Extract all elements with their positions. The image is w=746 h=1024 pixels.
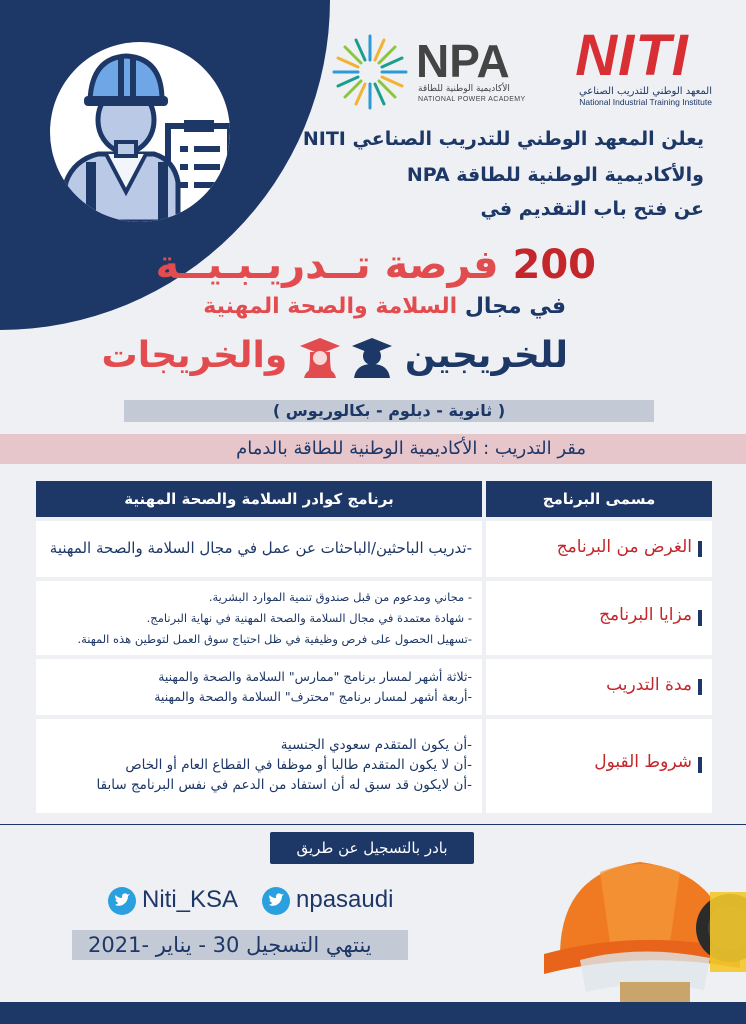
row-marker bbox=[698, 757, 702, 773]
footer-bar bbox=[0, 1002, 746, 1024]
row-line: -أن لايكون قد سبق له أن استفاد من الدعم في نفس البرنامج سابقا bbox=[96, 777, 472, 793]
safety-helmet-illustration bbox=[540, 832, 746, 1004]
row-body-purpose bbox=[36, 521, 482, 577]
row-line: -أن لا يكون المتقدم طالبا أو موظفا في القطاع العام أو الخاص bbox=[125, 757, 472, 773]
row-label-duration bbox=[486, 659, 712, 715]
male-graduate-icon bbox=[352, 336, 392, 378]
training-venue: مقر التدريب : الأكاديمية الوطنية للطاقة بالدمام bbox=[236, 438, 586, 459]
twitter-niti-link[interactable] bbox=[108, 886, 238, 915]
headline-number: 200 bbox=[512, 242, 596, 288]
twitter-icon bbox=[262, 887, 290, 915]
row-label-text: مزايا البرنامج bbox=[599, 605, 692, 625]
npa-logo-word: NPA bbox=[416, 35, 510, 87]
table-header-label: مسمى البرنامج bbox=[486, 481, 712, 517]
row-label-conditions bbox=[486, 719, 712, 813]
register-button[interactable]: بادر بالتسجيل عن طريق bbox=[270, 832, 474, 864]
row-line: -ثلاثة أشهر لمسار برنامج "ممارس" السلامة والصحة والمهنية bbox=[158, 669, 472, 684]
table-header-value: برنامج كوادر السلامة والصحة المهنية bbox=[36, 481, 482, 517]
npa-logo bbox=[330, 28, 540, 108]
field-name: السلامة والصحة المهنية bbox=[203, 294, 458, 319]
row-label-text: مدة التدريب bbox=[606, 675, 692, 695]
worker-illustration bbox=[50, 42, 230, 222]
npa-logo-english: NATIONAL POWER ACADEMY bbox=[418, 96, 526, 103]
announcement-line-2: والأكاديمية الوطنية للطاقة NPA bbox=[406, 164, 704, 186]
row-marker bbox=[698, 541, 702, 557]
row-body-benefits bbox=[36, 581, 482, 655]
row-line: -أربعة أشهر لمسار برنامج "محترف" السلامة والصحة والمهنية bbox=[154, 689, 472, 704]
twitter-npa-link[interactable] bbox=[262, 886, 393, 915]
row-body-conditions bbox=[36, 719, 482, 813]
row-marker bbox=[698, 679, 702, 695]
section-divider bbox=[0, 824, 746, 825]
twitter-npa-handle: npasaudi bbox=[296, 886, 394, 913]
row-marker bbox=[698, 610, 702, 626]
registration-deadline: ينتهي التسجيل 30 - يناير -2021 bbox=[88, 933, 372, 957]
field-line bbox=[203, 294, 566, 319]
row-line: - شهادة معتمدة في مجال السلامة والصحة المهنية في نهاية البرنامج. bbox=[146, 611, 472, 625]
twitter-icon bbox=[108, 887, 136, 915]
niti-logo-word: NITI bbox=[575, 23, 689, 88]
graduates-female: والخريجات bbox=[101, 335, 288, 376]
headline-text: فرصة تــدريـبـيــة bbox=[155, 242, 499, 288]
row-label-text: الغرض من البرنامج bbox=[556, 537, 692, 557]
graduates-male: للخريجين bbox=[404, 335, 568, 376]
female-graduate-icon bbox=[300, 336, 340, 378]
row-label-text: شروط القبول bbox=[594, 752, 692, 772]
niti-logo-arabic: المعهد الوطني للتدريب الصناعي bbox=[578, 86, 712, 97]
announcement-line-3: عن فتح باب التقديم في bbox=[480, 198, 704, 220]
graduates-line bbox=[102, 335, 568, 378]
twitter-niti-handle: Niti_KSA bbox=[142, 886, 239, 913]
row-line: -أن يكون المتقدم سعودي الجنسية bbox=[280, 737, 472, 753]
npa-logo-arabic: الأكاديمية الوطنية للطاقة bbox=[418, 84, 510, 94]
npa-starburst-icon bbox=[330, 32, 410, 112]
niti-logo-english: National Industrial Training Institute bbox=[579, 97, 712, 107]
row-label-purpose bbox=[486, 521, 712, 577]
education-levels: ( ثانوية - دبلوم - بكالوريوس ) bbox=[124, 400, 654, 422]
row-line: - مجاني ومدعوم من قبل صندوق تنمية الموارد البشرية. bbox=[208, 590, 472, 604]
row-label-benefits bbox=[486, 581, 712, 655]
headline bbox=[156, 242, 596, 288]
row-line: -تدريب الباحثين/الباحثات عن عمل في مجال السلامة والصحة المهنية bbox=[49, 539, 472, 557]
row-body-duration bbox=[36, 659, 482, 715]
announcement-line-1: يعلن المعهد الوطني للتدريب الصناعي NITI bbox=[302, 128, 704, 150]
field-prefix: في مجال bbox=[464, 294, 566, 319]
row-line: -تسهيل الحصول على فرص وظيفية في ظل احتياج سوق العمل لتوطين هذه المهنة. bbox=[77, 632, 472, 646]
niti-logo bbox=[552, 23, 712, 107]
